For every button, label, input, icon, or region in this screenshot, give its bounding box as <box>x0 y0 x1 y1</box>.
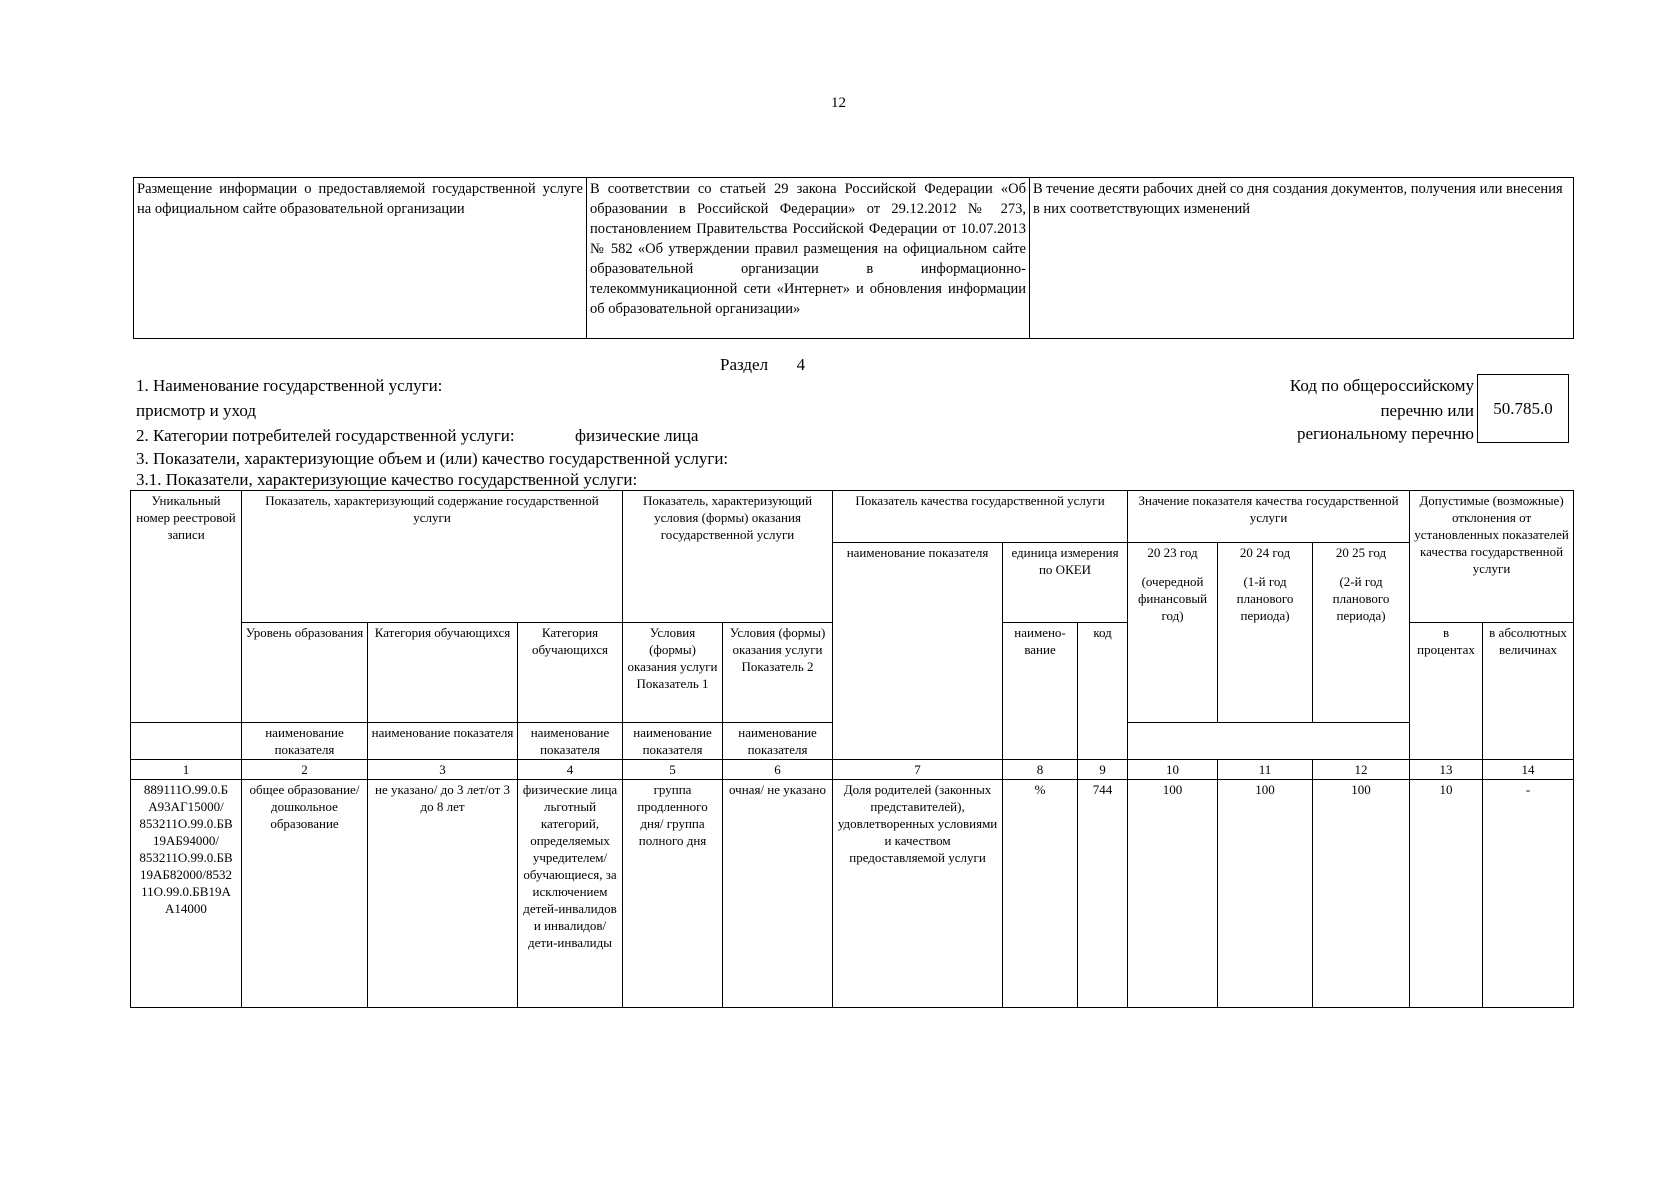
col-number: 9 <box>1078 760 1128 780</box>
subheader-name-1: наименование показателя <box>242 723 368 760</box>
year-3-label: 20 25 год <box>1335 545 1387 560</box>
cell-unit-name: % <box>1003 780 1078 1008</box>
col-number: 12 <box>1313 760 1410 780</box>
quality-indicators-table <box>130 490 1574 1008</box>
code-label-2: перечню или <box>1380 401 1474 420</box>
col-number: 13 <box>1410 760 1483 780</box>
section-number: 4 <box>796 355 806 374</box>
header-percent: в процентах <box>1410 623 1483 760</box>
registry-code-box: 50.785.0 <box>1477 374 1569 443</box>
year-1-label: 20 23 год <box>1147 545 1198 560</box>
year-2-label: 20 24 год <box>1239 545 1291 560</box>
cell-education-level: общее образование/ дошкольное образование <box>242 780 368 1008</box>
col-number: 2 <box>242 760 368 780</box>
table-row <box>131 780 1574 1008</box>
cell-registry-number: 889111О.99.0.Б А93АГ15000/ 853211О.99.0.БВ 19АБ94000/ 853211О.99.0.БВ 19АБ82000/8532 11О.99.0.БВ19А А14000 <box>131 780 242 1008</box>
col-number: 10 <box>1128 760 1218 780</box>
cell-student-category: физические лица льготный категорий, определяемых учредителем/ обучающиеся, за исключением детей-инвалидов и инвалидов/дети-инвалиды <box>518 780 623 1008</box>
header-content-indicator: Показатель, характеризующий содержание государственной услуги <box>242 491 623 623</box>
col-number: 4 <box>518 760 623 780</box>
section-heading <box>720 355 805 375</box>
header-indicator-name: наименование показателя <box>833 543 1003 760</box>
header-quality-value: Значение показателя качества государственной услуги <box>1128 491 1410 543</box>
col-number: 11 <box>1218 760 1313 780</box>
subheader-name-4: наименование показателя <box>623 723 723 760</box>
subheader-name-3: наименование показателя <box>518 723 623 760</box>
page-number: 12 <box>831 95 846 111</box>
col-number: 5 <box>623 760 723 780</box>
cell-deviation-absolute: - <box>1483 780 1574 1008</box>
col-number: 3 <box>368 760 518 780</box>
cell-condition-group: группа продленного дня/ группа полного дня <box>623 780 723 1008</box>
header-quality-indicator: Показатель качества государственной услуги <box>833 491 1128 543</box>
col-number: 6 <box>723 760 833 780</box>
header-condition-1: Условия (формы) оказания услуги Показатель 1 <box>623 623 723 723</box>
cell-student-age: не указано/ до 3 лет/от 3 до 8 лет <box>368 780 518 1008</box>
consumer-category-label: 2. Категории потребителей государственной услуги: <box>136 426 515 445</box>
col-number: 1 <box>131 760 242 780</box>
info-cell-what: Размещение информации о предоставляемой государственной услуге на официальном сайте образовательной организации <box>134 178 587 339</box>
header-year-1 <box>1128 543 1218 723</box>
year-3-note: (2-й год планового периода) <box>1332 574 1390 623</box>
indicators-heading: 3. Показатели, характеризующие объем и (или) качество государственной услуги: <box>136 449 729 468</box>
cell-value-2023: 100 <box>1128 780 1218 1008</box>
section-label: Раздел <box>720 355 769 374</box>
header-category-1: Категория обучающихся <box>368 623 518 723</box>
header-year-2 <box>1218 543 1313 723</box>
header-conditions-indicator: Показатель, характеризующий условия (формы) оказания государственной услуги <box>623 491 833 623</box>
code-label-3: региональному перечню <box>1296 424 1474 443</box>
service-name-value: присмотр и уход <box>136 401 257 420</box>
header-unit-name: наимено-вание <box>1003 623 1078 760</box>
subheader-name-2: наименование показателя <box>368 723 518 760</box>
code-label-1: Код по общероссийскому <box>1289 376 1474 395</box>
year-1-note: (очередной финансовый год) <box>1137 574 1208 623</box>
service-name-label: 1. Наименование государственной услуги: <box>136 376 443 395</box>
consumer-category-value: физические лица <box>575 426 699 445</box>
header-level: Уровень образования <box>242 623 368 723</box>
header-deviation: Допустимые (возможные) отклонения от установленных показателей качества государственной услуги <box>1410 491 1574 623</box>
cell-deviation-percent: 10 <box>1410 780 1483 1008</box>
col-number: 14 <box>1483 760 1574 780</box>
header-unit: единица измерения по ОКЕИ <box>1003 543 1128 623</box>
info-table <box>133 177 1574 339</box>
info-cell-basis: В соответствии со статьей 29 закона Российской Федерации «Об образовании в Российской Федерации» от 29.12.2012 № 273, постановлением Правительства Российской Федерации от 10.07.2013 № 582 «Об утверждении правил размещения на официальном сайте образовательной организации в информационно-телекоммуникационной сети «Интернет» и обновления информации об образовательной организации» <box>587 178 1030 339</box>
info-cell-period: В течение десяти рабочих дней со дня создания документов, получения или внесения в них соответствующих изменений <box>1030 178 1574 339</box>
subheader-year-spacer <box>1128 723 1410 760</box>
header-absolute: в абсолютных величинах <box>1483 623 1574 760</box>
cell-value-2024: 100 <box>1218 780 1313 1008</box>
header-unique-number-tail <box>131 723 242 760</box>
cell-condition-form: очная/ не указано <box>723 780 833 1008</box>
col-number: 7 <box>833 760 1003 780</box>
header-year-3 <box>1313 543 1410 723</box>
col-number: 8 <box>1003 760 1078 780</box>
subheader-name-5: наименование показателя <box>723 723 833 760</box>
quality-indicators-heading: 3.1. Показатели, характеризующие качество государственной услуги: <box>136 470 638 489</box>
year-2-note: (1-й год планового периода) <box>1236 574 1294 623</box>
header-unique-number: Уникальный номер реестровой записи <box>131 491 242 723</box>
cell-unit-code: 744 <box>1078 780 1128 1008</box>
header-unit-code: код <box>1078 623 1128 760</box>
cell-indicator-name: Доля родителей (законных представителей), удовлетворенных условиями и качеством предоставляемой услуги <box>833 780 1003 1008</box>
header-condition-2: Условия (формы) оказания услуги Показатель 2 <box>723 623 833 723</box>
column-number-row <box>131 760 1574 780</box>
header-category-2: Категория обучающихся <box>518 623 623 723</box>
cell-value-2025: 100 <box>1313 780 1410 1008</box>
